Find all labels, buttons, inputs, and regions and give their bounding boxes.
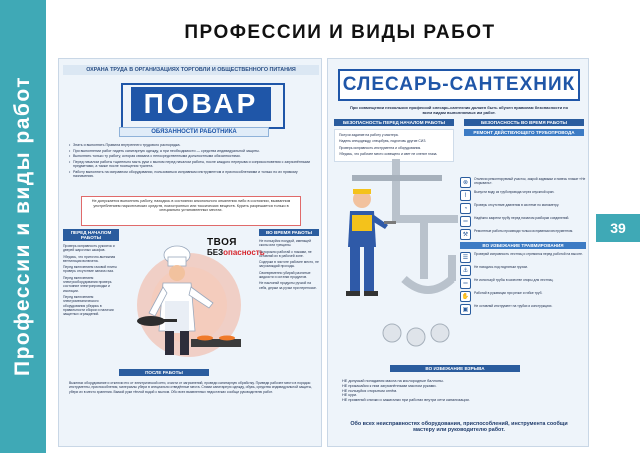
list-item: • Знать и выполнять Правила внутреннего трудового распорядка. <box>69 143 315 148</box>
side-title: Профессии и виды работ <box>11 76 34 376</box>
list-item: Содержи в чистоте рабочее место, не загромождай проходы. <box>259 260 319 269</box>
rule-item: ⚒ Ремонтные работы производи только исправным инструментом. <box>460 229 586 240</box>
after-work-title: ПОСЛЕ РАБОТЫ <box>119 369 209 376</box>
slogan-line1: ТВОЯ <box>207 237 237 248</box>
side-band <box>0 0 46 453</box>
plumber-before-title: БЕЗОПАСНОСТЬ ПЕРЕД НАЧАЛОМ РАБОТЫ <box>334 119 454 126</box>
toolbox-icon: ▣ <box>460 304 471 315</box>
list-item: • При выполнении работ надеть санитарную одежду, а при необходимости — средства индивидуальной защиты. <box>69 149 315 154</box>
poster-plumber-footer: Обо всех неисправностях оборудования, приспособлений, инструмента сообщи мастеру или руководителю работ. <box>350 421 568 434</box>
pipe-icon: ═ <box>460 278 471 289</box>
list-item: Убедись, что приточно-вытяжная вентиляция включена. <box>63 254 116 263</box>
poster-plumber-intro: При совмещении нескольких профессий слесарь-сантехник должен быть обучен правилам безопасности по всем видам выполняемых им работ. <box>349 105 569 115</box>
list-item: Осторожно работай с ножами, не оставляй их в рабочей зоне. <box>259 249 312 258</box>
poster-cook-top-bar: ОХРАНА ТРУДА В ОРГАНИЗАЦИЯХ ТОРГОВЛИ И ОБЩЕСТВЕННОГО ПИТАНИЯ <box>63 65 319 75</box>
list-item: • Выполнять только ту работу, которая связана с непосредственными должностными обязанностями. <box>69 154 315 159</box>
rule-item: ☰ Проверяй исправность лестниц и стремянок перед работой на высоте. <box>460 252 586 263</box>
duties-title: ОБЯЗАННОСТИ РАБОТНИКА <box>119 127 269 137</box>
wrench-icon: ⚒ <box>460 229 471 240</box>
cook-illustration <box>121 231 265 365</box>
list-item: Не наклоняй продукты ручкой на себя, держи за ручки при переноске. <box>259 281 317 290</box>
during-work-title: ВО ВРЕМЯ РАБОТЫ <box>259 229 319 236</box>
list-item: • Работу выполнять на исправном оборудовании, пользоваться исправным инструментом и приспособлениями и только по их прямому назначению. <box>69 170 315 179</box>
list-item: НЕ применяй спички и зажигалки при работах внутри сети канализации. <box>342 398 470 403</box>
explosion-list <box>342 379 576 403</box>
rule-item: ═ Не используй трубы в качестве опоры для лестниц. <box>460 278 586 289</box>
before-work-column <box>63 229 119 318</box>
glove-icon: ✋ <box>460 291 471 302</box>
after-work-text <box>69 381 315 394</box>
page-title: ПРОФЕССИИ И ВИДЫ РАБОТ <box>184 22 496 43</box>
rule-item: ▣ Не оставляй инструмент на трубах и конструкциях. <box>460 304 586 315</box>
page-number-badge: 39 <box>596 214 640 242</box>
list-item: НЕ допускай попадания масла на кислородные баллоны. <box>342 379 444 383</box>
during-work-column <box>259 229 319 292</box>
pipeline-title: РЕМОНТ ДЕЙСТВУЮЩЕГО ТРУБОПРОВОДА <box>464 129 584 136</box>
list-item: Надень спецодежду, спецобувь, подготовь другие СИЗ. <box>339 139 427 144</box>
list-item: Получи задание на работу у мастера. <box>339 133 399 137</box>
gauge-icon: ◔ <box>460 203 471 214</box>
list-item: • Перед началом работы тщательно мыть руки с мылом перед началом работы, после каждого перерыва и соприкосновения с загрязнёнными предметами, а также после посещения туалета. <box>69 160 315 169</box>
list-item: Перед включением газовой плиты проверь отсутствие запаха газа. <box>63 265 117 274</box>
explosion-title: ВО ИЗБЕЖАНИЕ ВЗРЫВА <box>390 365 520 372</box>
hook-icon: ⚓ <box>460 265 471 276</box>
poster-cook-headline: ПОВАР <box>131 87 271 121</box>
rule-item: ✋ Работай в рукавицах при резке и гибке труб. <box>461 291 543 300</box>
plumber-during-column <box>464 119 584 136</box>
list-item: Проверь исправность инструмента и оборудования. <box>339 145 422 150</box>
before-work-title: ПЕРЕД НАЧАЛОМ РАБОТЫ <box>63 229 119 241</box>
injury-title: ВО ИЗБЕЖАНИЕ ТРАВМИРОВАНИЯ <box>460 242 586 249</box>
list-item: Своевременно убирай разлитые жидкости и остатки продуктов. <box>259 270 311 280</box>
list-item: Перед включением электрооборудования проверь состояние электропроводки и изоляции. <box>63 275 112 293</box>
slogan-prefix: БЕЗ <box>207 248 224 257</box>
valve-icon: ⊗ <box>460 177 471 188</box>
poster-plumber <box>327 58 589 447</box>
rule-item: ⊗ Отключи ремонтируемый участок, закрой задвижки и повесь плакат «Не открывать». <box>460 177 586 188</box>
poster-cook <box>58 58 322 447</box>
plumber-during-title: БЕЗОПАСНОСТЬ ВО ВРЕМЯ РАБОТЫ <box>464 119 584 126</box>
list-item: Убедись, что рабочее место освещено и свет не слепит глаза. <box>339 151 438 156</box>
list-item: НЕ прикасайся к ним загрязнёнными маслом руками. <box>342 383 437 388</box>
poster-plumber-headline: СЛЕСАРЬ-САНТЕХНИК <box>338 69 580 101</box>
list-item: НЕ пользуйся открытым огнём. <box>342 388 398 393</box>
list-item: НЕ кури. <box>342 393 358 398</box>
slogan-suffix: опасность <box>223 248 265 257</box>
faucet-icon: ⌇ <box>460 190 471 201</box>
rule-item: ⌇ Выпусти воду из трубопровода через спускной кран. <box>460 190 586 201</box>
after-work-paragraph: Выключи оборудование и отключи его от электрической сети, очисти от загрязнений, проведи санитарную обработку. Приведи рабочее место в порядок: инструменты, приспособления, материалы убери в специально отведённые места. Сними санитарную одежду, обувь, средства индивидуальной защиты, убери их в место хранения. Вымой руки тёплой водой с мылом. Обо всех выявленных недостатках сообщи руководителю работ. <box>69 381 312 394</box>
ladder-icon: ☰ <box>460 252 471 263</box>
warning-box: Не допускается выполнять работу, находясь в состоянии алкогольного опьянения либо в состоянии, вызванном употреблением наркотических средств, психотропных или токсических веществ. Курить разрешается только в специально установленных местах. <box>81 196 301 226</box>
list-item: Перед включением электромеханического оборудования убедись в правильности сборки и наличии защитных ограждений. <box>63 294 114 317</box>
rule-item: ◔ Проверь отсутствие давления в системе по манометру. <box>460 203 586 214</box>
rule-item: ═ Надёжно закрепи трубу перед началом разборки соединений. <box>460 216 586 227</box>
plumber-rules-column <box>460 177 586 317</box>
plumber-figure-icon <box>332 155 462 355</box>
list-item: Проверь исправность рукояток и дверей жарочных шкафов. <box>63 244 115 253</box>
duties-list <box>69 143 315 180</box>
list-item: Не пользуйся посудой, имеющей сколы или трещины. <box>259 239 312 248</box>
rule-item: ⚓ Не находись под поднятым грузом. <box>460 265 586 276</box>
pipe-icon: ═ <box>460 216 471 227</box>
slogan <box>207 237 265 257</box>
plumber-illustration <box>332 155 462 355</box>
